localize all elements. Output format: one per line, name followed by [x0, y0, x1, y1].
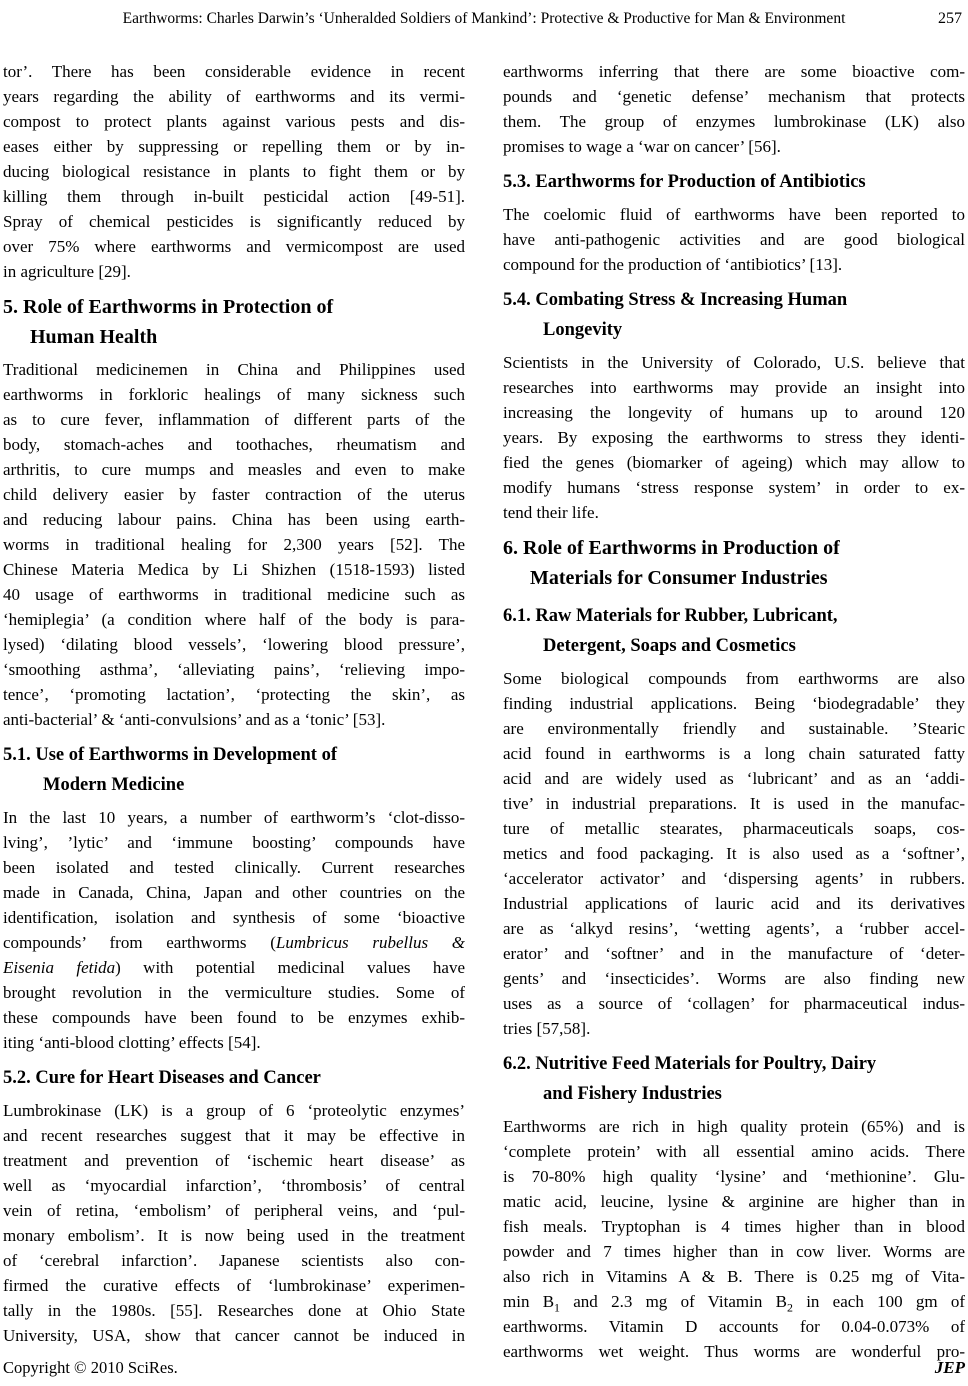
page-number: 257	[938, 10, 962, 27]
text-line: metics and food packaging. It is also used as a ‘softner’,	[503, 844, 965, 863]
paragraph	[3, 1098, 465, 1348]
text-line: fish meals. Tryptophan is 4 times higher than in blood	[503, 1217, 965, 1236]
paragraph	[3, 59, 465, 284]
section-heading	[503, 601, 965, 661]
text-line: increasing the longevity of humans up to around 120	[503, 403, 965, 422]
paragraph	[503, 350, 965, 525]
text-line: in agriculture [29].	[3, 262, 131, 281]
text-line: 40 usage of earthworms in traditional medicine such as	[3, 585, 465, 604]
paragraph	[503, 202, 965, 277]
text-line: iting ‘anti-blood clotting’ effects [54].	[3, 1033, 261, 1052]
text-line: them. The group of enzymes lumbrokinase (LK) also	[503, 112, 965, 131]
copyright-text: Copyright © 2010 SciRes.	[3, 1358, 178, 1377]
heading-line: Modern Medicine	[43, 775, 185, 795]
text-line: ducing biological resistance in plants to fight them or by	[3, 162, 465, 181]
column-left	[3, 59, 465, 1364]
text-line: acid and are widely used as ‘lubricant’ and as an ‘addi-	[503, 769, 965, 788]
text-line: matic acid, leucine, lysine & arginine are higher than in	[503, 1192, 965, 1211]
text-line: Traditional medicinemen in China and Philippines used	[3, 360, 465, 379]
text-line: $\min B_1$ and 2.3 mg of Vitamin $B_2$ in each 100 gm of	[503, 1292, 965, 1314]
italic-text: Lumbricus rubellus &	[275, 933, 465, 952]
text-line: is 70-80% high quality ‘lysine’ and ‘methionine’. Glu-	[503, 1167, 965, 1186]
text-line: earthworms in forkloric healings of many sickness such	[3, 385, 465, 404]
text-line: made in Canada, China, Japan and other countries on the	[3, 883, 465, 902]
heading-line: 5.3. Earthworms for Production of Antibiotics	[503, 172, 866, 192]
text-line: years. By exposing the earthworms to stress they identi-	[503, 428, 965, 447]
text-line: ture of metallic stearates, pharmaceuticals soaps, cos-	[503, 819, 965, 838]
text-line: fied the genes (biomarker of ageing) which may allow to	[503, 453, 965, 472]
text-line: University, USA, show that cancer cannot be induced in	[3, 1326, 465, 1345]
text-line: compounds’ from earthworms (Lumbricus rubellus &	[3, 933, 465, 952]
text-line: Earthworms are rich in high quality protein (65%) and is	[503, 1117, 965, 1136]
text-line: finding industrial applications. Being ‘biodegradable’ they	[503, 694, 965, 713]
text-line: Eisenia fetida) with potential medicinal values have	[3, 958, 465, 977]
section-heading	[3, 292, 465, 352]
paragraph	[503, 59, 965, 159]
text-line: and reducing labour pains. China has been using earth-	[3, 510, 465, 529]
section-heading	[503, 167, 965, 197]
text-line: ‘accelerator activator’ and ‘dispersing agents’ in rubbers.	[503, 869, 965, 888]
text-line: anti-bacterial’ & ‘anti-convulsions’ and as a ‘tonic’ [53].	[3, 710, 386, 729]
text-line: well as ‘myocardial infarction’, ‘thrombosis’ of central	[3, 1176, 465, 1195]
section-heading	[3, 740, 465, 800]
text-line: lysed) ‘dilating blood vessels’, ‘lowering blood pressure’,	[3, 635, 465, 654]
text-line: brought revolution in the vermiculture studies. Some of	[3, 983, 465, 1002]
paragraph	[503, 1114, 965, 1364]
text-line: ‘smoothing asthma’, ‘alleviating pains’, ‘relieving impo-	[3, 660, 465, 679]
section-heading	[503, 1049, 965, 1109]
text-line: been isolated and tested clinically. Current researches	[3, 858, 465, 877]
text-line: In the last 10 years, a number of earthworm’s ‘clot-disso-	[3, 808, 465, 827]
page-footer	[3, 1358, 965, 1378]
heading-line: 6.1. Raw Materials for Rubber, Lubricant,	[503, 606, 838, 626]
text-line: Industrial applications of lauric acid and its derivatives	[503, 894, 965, 913]
text-line: uses as a source of ‘collagen’ for pharmaceutical indus-	[503, 994, 965, 1013]
text-line: erator’ and ‘softner’ and in the manufacture of ‘deter-	[503, 944, 965, 963]
heading-line: 6. Role of Earthworms in Production of	[503, 537, 840, 559]
paragraph	[503, 666, 965, 1041]
text-line: ‘hemiplegia’ (a condition where half of the body is para-	[3, 610, 465, 629]
text-line: identification, isolation and synthesis of some ‘bioactive	[3, 908, 465, 927]
text-line: years regarding the ability of earthworms and its vermi-	[3, 87, 465, 106]
text-line: lving’, ’lytic’ and ‘immune boosting’ compounds have	[3, 833, 465, 852]
text-line: modify humans ‘stress response system’ in order to ex-	[503, 478, 965, 497]
text-line: Scientists in the University of Colorado, U.S. believe that	[503, 353, 965, 372]
text-line: compost to protect plants against various pests and dis-	[3, 112, 465, 131]
subscript-text: 1	[554, 1300, 560, 1314]
italic-text: Eisenia fetida	[3, 958, 116, 977]
text-line: worms in traditional healing for 2,300 years [52]. The	[3, 535, 465, 554]
text-line: have anti-pathogenic activities and are good biological	[503, 230, 965, 249]
text-line: tor’. There has been considerable evidence in recent	[3, 62, 465, 81]
text-line: as to cure fever, inflammation of different parts of the	[3, 410, 465, 429]
journal-abbreviation: JEP	[934, 1358, 965, 1377]
text-line: Lumbrokinase (LK) is a group of 6 ‘proteolytic enzymes’	[3, 1101, 465, 1120]
text-line: earthworms. Vitamin D accounts for 0.04-0.073% of	[503, 1317, 965, 1336]
text-line: Chinese Materia Medica by Li Shizhen (1518-1593) listed	[3, 560, 465, 579]
text-line: gents’ and ‘insecticides’. Worms are also finding new	[503, 969, 965, 988]
heading-line: 6.2. Nutritive Feed Materials for Poultry, Dairy	[503, 1054, 877, 1074]
text-line: these compounds have been found to be enzymes exhib-	[3, 1008, 465, 1027]
text-line: ‘complete protein’ with all essential amino acids. There	[503, 1142, 965, 1161]
text-line: firmed the curative effects of ‘lumbrokinase’ experimen-	[3, 1276, 465, 1295]
text-line: acid found in earthworms is a long chain saturated fatty	[503, 744, 965, 763]
paragraph	[3, 805, 465, 1055]
section-heading	[503, 533, 965, 593]
text-line: also rich in Vitamins A & B. There is 0.25 mg of Vita-	[503, 1267, 965, 1286]
text-line: monary embolism’. It is now being used in the treatment	[3, 1226, 465, 1245]
text-line: treatment and prevention of ‘ischemic heart disease’ as	[3, 1151, 465, 1170]
heading-line: 5.4. Combating Stress & Increasing Human	[503, 290, 848, 310]
content-columns	[0, 59, 968, 1364]
text-line: and recent researches suggest that it may be effective in	[3, 1126, 465, 1145]
text-line: promises to wage a ‘war on cancer’ [56].	[503, 137, 781, 156]
heading-line: 5.1. Use of Earthworms in Development of	[3, 745, 337, 765]
heading-line: 5.2. Cure for Heart Diseases and Cancer	[3, 1068, 321, 1088]
running-title: Earthworms: Charles Darwin’s ‘Unheralded Soldiers of Mankind’: Protective & Productive for Man & Environment	[122, 10, 846, 27]
text-line: killing them through in-built pesticidal action [49-51].	[3, 187, 465, 206]
text-line: The coelomic fluid of earthworms have been reported to	[503, 205, 965, 224]
heading-line: Longevity	[543, 320, 623, 340]
text-line: child delivery easier by faster contraction of the uterus	[3, 485, 465, 504]
text-line: eases either by suppressing or repelling them or by in-	[3, 137, 465, 156]
text-line: arthritis, to cure mumps and measles and even to make	[3, 460, 465, 479]
page-header	[0, 0, 968, 33]
text-line: Some biological compounds from earthworms are also	[503, 669, 965, 688]
text-line: earthworms inferring that there are some bioactive com-	[503, 62, 965, 81]
text-line: tive’ in industrial preparations. It is used in the manufac-	[503, 794, 965, 813]
text-line: body, stomach-aches and toothaches, rheumatism and	[3, 435, 465, 454]
heading-line: Materials for Consumer Industries	[530, 567, 828, 589]
column-right	[503, 59, 965, 1364]
text-line: are environmentally friendly and sustainable. ’Stearic	[503, 719, 965, 738]
text-line: pounds and ‘genetic defense’ mechanism that protects	[503, 87, 965, 106]
text-line: Spray of chemical pesticides is significantly reduced by	[3, 212, 465, 231]
text-line: compound for the production of ‘antibiotics’ [13].	[503, 255, 843, 274]
text-line: powder and 7 times higher than in cow liver. Worms are	[503, 1242, 965, 1261]
text-line: tence’, ‘promoting lactation’, ‘protecting the skin’, as	[3, 685, 465, 704]
text-line: earthworms wet weight. Thus worms are wonderful pro-	[503, 1342, 965, 1361]
paragraph	[3, 357, 465, 732]
text-line: vein of retina, ‘embolism’ of peripheral veins, and ‘pul-	[3, 1201, 465, 1220]
text-line: tally in the 1980s. [55]. Researches done at Ohio State	[3, 1301, 465, 1320]
section-heading	[3, 1063, 465, 1093]
text-line: of ‘cerebral infarction’. Japanese scientists also con-	[3, 1251, 465, 1270]
text-line: tries [57,58].	[503, 1019, 591, 1038]
heading-line: 5. Role of Earthworms in Protection of	[3, 296, 334, 318]
text-line: are as ‘alkyd resins’, ‘wetting agents’, a ‘rubber accel-	[503, 919, 965, 938]
section-heading	[503, 285, 965, 345]
heading-line: and Fishery Industries	[543, 1084, 722, 1104]
subscript-text: 2	[786, 1300, 793, 1314]
heading-line: Human Health	[30, 326, 158, 348]
text-line: tend their life.	[503, 503, 599, 522]
heading-line: Detergent, Soaps and Cosmetics	[543, 636, 796, 656]
text-line: researches into earthworms may provide an insight into	[503, 378, 965, 397]
text-line: over 75% where earthworms and vermicompost are used	[3, 237, 465, 256]
